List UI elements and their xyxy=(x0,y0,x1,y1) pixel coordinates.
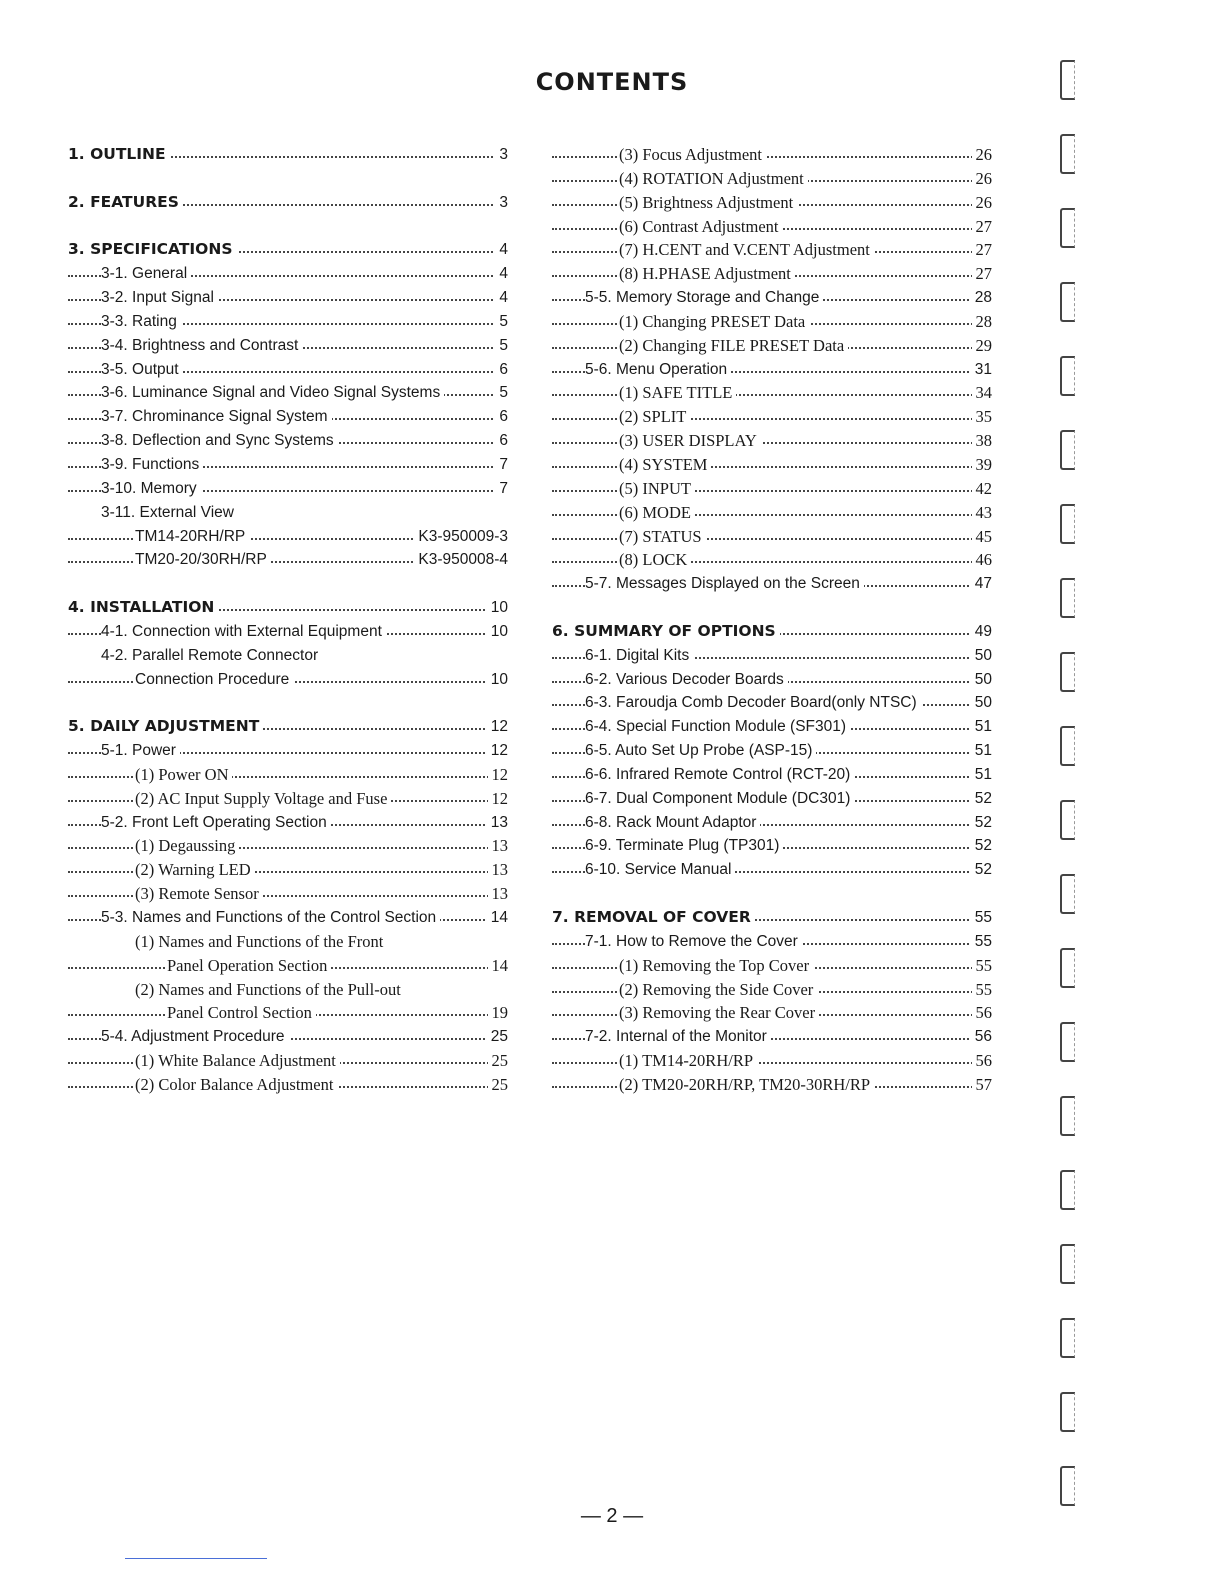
toc-entry xyxy=(68,1049,508,1073)
toc-entry-title: 3. SPECIFICATIONS xyxy=(68,238,237,262)
toc-entry xyxy=(68,978,508,1002)
toc-entry xyxy=(552,525,992,549)
toc-entry-title: 6-6. Infrared Remote Control (RCT-20) xyxy=(585,763,854,787)
binder-hole-icon xyxy=(1060,430,1075,470)
toc-entry-page: 5 xyxy=(495,334,508,358)
dot-leader xyxy=(552,561,992,563)
toc-entry-title: (3) Focus Adjustment xyxy=(619,143,766,167)
dot-leader xyxy=(68,776,508,778)
toc-entry xyxy=(552,429,992,453)
toc-entry xyxy=(552,453,992,477)
toc-entry-title: (3) Removing the Rear Cover xyxy=(619,1001,819,1025)
toc-entry-page: 28 xyxy=(971,286,992,310)
toc-entry xyxy=(68,620,508,644)
toc-entry-title: (5) Brightness Adjustment xyxy=(619,191,797,215)
binder-hole-icon xyxy=(1060,504,1075,544)
toc-entry-title: 5-6. Menu Operation xyxy=(585,358,731,382)
dot-leader xyxy=(552,442,992,444)
toc-entry xyxy=(552,739,992,763)
toc-entry-page: 3 xyxy=(495,191,508,215)
toc-entry-title: 5-5. Memory Storage and Change xyxy=(585,286,823,310)
toc-entry-title: (8) H.PHASE Adjustment xyxy=(619,262,795,286)
toc-entry-page: 50 xyxy=(971,691,992,715)
toc-entry xyxy=(68,739,508,763)
toc-entry-title: (2) Warning LED xyxy=(135,858,255,882)
toc-entry-page: 14 xyxy=(488,954,509,978)
toc-entry xyxy=(68,1001,508,1025)
toc-entry xyxy=(552,310,992,334)
dot-leader xyxy=(68,847,508,849)
toc-entry-page: 25 xyxy=(488,1073,509,1097)
toc-entry-title: 7. REMOVAL OF COVER xyxy=(552,906,755,930)
toc-entry-title: 3-8. Deflection and Sync Systems xyxy=(101,429,338,453)
toc-entry xyxy=(552,358,992,382)
toc-entry-title: 6. SUMMARY OF OPTIONS xyxy=(552,620,780,644)
toc-entry-title: (2) TM20-20RH/RP, TM20-30RH/RP xyxy=(619,1073,874,1097)
toc-entry xyxy=(552,834,992,858)
toc-entry-page: 55 xyxy=(971,930,992,954)
toc-entry-page: 26 xyxy=(972,191,993,215)
toc-entry-title: 6-5. Auto Set Up Probe (ASP-15) xyxy=(585,739,816,763)
toc-entry-title: (1) Removing the Top Cover xyxy=(619,954,813,978)
toc-entry-title: (1) Changing PRESET Data xyxy=(619,310,809,334)
toc-entry-title: 3-9. Functions xyxy=(101,453,203,477)
toc-entry-title: (2) Names and Functions of the Pull-out xyxy=(135,978,405,1002)
toc-entry-title: 3-4. Brightness and Contrast xyxy=(101,334,302,358)
toc-entry-title: (1) TM14-20RH/RP xyxy=(619,1049,757,1073)
toc-entry-page: 14 xyxy=(487,906,508,930)
toc-entry-page: K3-950009-3 xyxy=(414,525,508,549)
toc-entry-page: 49 xyxy=(971,620,992,644)
toc-entry xyxy=(68,548,508,572)
toc-entry-page: 51 xyxy=(971,715,992,739)
toc-entry xyxy=(552,1025,992,1049)
toc-entry-title: 1. OUTLINE xyxy=(68,143,170,167)
toc-entry-page: 45 xyxy=(972,525,993,549)
toc-entry-title: 3-2. Input Signal xyxy=(101,286,218,310)
toc-entry xyxy=(68,811,508,835)
toc-entry xyxy=(68,668,508,692)
toc-entry-page: 39 xyxy=(972,453,993,477)
toc-entry xyxy=(68,787,508,811)
binder-hole-icon xyxy=(1060,208,1075,248)
toc-entry-title: (1) White Balance Adjustment xyxy=(135,1049,340,1073)
toc-entry-page: 43 xyxy=(972,501,993,525)
toc-entry-title: 6-10. Service Manual xyxy=(585,858,735,882)
toc-entry-page: 10 xyxy=(487,620,508,644)
toc-entry xyxy=(552,978,992,1002)
toc-entry xyxy=(552,262,992,286)
toc-entry-page: 55 xyxy=(972,954,993,978)
toc-entry xyxy=(552,405,992,429)
toc-entry-title: 4-2. Parallel Remote Connector xyxy=(101,644,322,668)
toc-entry-title: 5-2. Front Left Operating Section xyxy=(101,811,331,835)
toc-entry xyxy=(552,334,992,358)
toc-entry-page: 31 xyxy=(971,358,992,382)
toc-entry xyxy=(552,477,992,501)
toc-entry-title: 5-1. Power xyxy=(101,739,180,763)
toc-entry xyxy=(68,286,508,310)
section-gap xyxy=(552,596,992,620)
binder-hole-icon xyxy=(1060,874,1075,914)
divider xyxy=(125,1558,267,1559)
toc-entry xyxy=(68,453,508,477)
toc-entry xyxy=(68,477,508,501)
toc-entry-page: 13 xyxy=(487,811,508,835)
toc-entry-title: 3-1. General xyxy=(101,262,191,286)
toc-section-heading xyxy=(68,715,508,739)
toc-entry xyxy=(68,358,508,382)
toc-entry xyxy=(552,644,992,668)
binder-hole-icon xyxy=(1060,1096,1075,1136)
toc-entry-page: 12 xyxy=(487,715,508,739)
toc-entry xyxy=(552,191,992,215)
toc-entry xyxy=(68,834,508,858)
toc-entry-title: (2) Removing the Side Cover xyxy=(619,978,817,1002)
toc-entry-title: 6-3. Faroudja Comb Decoder Board(only NTSC) xyxy=(585,691,921,715)
binder-hole-icon xyxy=(1060,652,1075,692)
toc-entry-page: 13 xyxy=(488,858,509,882)
toc-entry xyxy=(68,381,508,405)
toc-section-heading xyxy=(552,620,992,644)
toc-entry xyxy=(552,381,992,405)
toc-entry xyxy=(552,572,992,596)
binder-hole-icon xyxy=(1060,134,1075,174)
toc-entry-page: 6 xyxy=(495,358,508,382)
toc-entry-page: 4 xyxy=(495,262,508,286)
toc-entry-title: (6) Contrast Adjustment xyxy=(619,215,783,239)
toc-left-column xyxy=(68,143,508,1097)
toc-entry-page: 4 xyxy=(495,286,508,310)
toc-entry-title: (2) Color Balance Adjustment xyxy=(135,1073,337,1097)
toc-entry xyxy=(68,930,508,954)
toc-entry-page: 12 xyxy=(488,787,509,811)
toc-entry xyxy=(68,405,508,429)
toc-entry-title: 6-2. Various Decoder Boards xyxy=(585,668,788,692)
toc-entry xyxy=(552,1073,992,1097)
toc-entry xyxy=(68,644,508,668)
toc-entry-title: (2) AC Input Supply Voltage and Fuse xyxy=(135,787,391,811)
toc-entry xyxy=(552,1001,992,1025)
toc-entry xyxy=(68,882,508,906)
toc-entry-page: 46 xyxy=(972,548,993,572)
toc-entry-page: 19 xyxy=(488,1001,509,1025)
toc-entry-page: 52 xyxy=(971,811,992,835)
toc-entry-page: 27 xyxy=(972,238,993,262)
toc-entry-page: 26 xyxy=(972,167,993,191)
toc-entry xyxy=(552,763,992,787)
toc-entry-page: 51 xyxy=(971,739,992,763)
toc-entry-title: 6-1. Digital Kits xyxy=(585,644,693,668)
toc-section-heading xyxy=(68,143,508,167)
toc-entry xyxy=(68,763,508,787)
binder-hole-icon xyxy=(1060,800,1075,840)
toc-entry-title: 3-7. Chrominance Signal System xyxy=(101,405,332,429)
toc-entry-title: (8) LOCK xyxy=(619,548,691,572)
toc-entry-page: 47 xyxy=(971,572,992,596)
toc-entry xyxy=(552,715,992,739)
binder-hole-icon xyxy=(1060,948,1075,988)
toc-entry xyxy=(552,501,992,525)
toc-entry xyxy=(552,1049,992,1073)
toc-entry xyxy=(68,262,508,286)
toc-right-column xyxy=(552,143,992,1097)
toc-entry-title: (2) SPLIT xyxy=(619,405,690,429)
toc-entry-page: 26 xyxy=(972,143,993,167)
section-gap xyxy=(68,572,508,596)
toc-entry-title: 5-3. Names and Functions of the Control Section xyxy=(101,906,440,930)
binder-hole-icon xyxy=(1060,282,1075,322)
toc-entry-title: (3) USER DISPLAY xyxy=(619,429,761,453)
toc-entry xyxy=(552,954,992,978)
toc-entry-page: 55 xyxy=(971,906,992,930)
dot-leader xyxy=(552,1062,992,1064)
toc-entry-title: 6-7. Dual Component Module (DC301) xyxy=(585,787,854,811)
dot-leader xyxy=(552,490,992,492)
toc-entry-page: 50 xyxy=(971,668,992,692)
section-gap xyxy=(68,691,508,715)
toc-entry-title: Connection Procedure xyxy=(135,668,293,692)
toc-entry-page: 29 xyxy=(972,334,993,358)
toc-entry-page: 55 xyxy=(972,978,993,1002)
toc-entry xyxy=(68,906,508,930)
binder-hole-icon xyxy=(1060,1244,1075,1284)
toc-entry xyxy=(552,811,992,835)
toc-entry-title: 3-3. Rating xyxy=(101,310,181,334)
binder-hole-icon xyxy=(1060,1392,1075,1432)
toc-entry-page: 34 xyxy=(972,381,993,405)
toc-entry-title: 5. DAILY ADJUSTMENT xyxy=(68,715,263,739)
section-gap xyxy=(68,215,508,239)
toc-entry-title: 2. FEATURES xyxy=(68,191,183,215)
section-gap xyxy=(552,882,992,906)
toc-entry-page: 12 xyxy=(488,763,509,787)
toc-entry-title: (1) SAFE TITLE xyxy=(619,381,736,405)
toc-entry-page: 12 xyxy=(487,739,508,763)
toc-entry xyxy=(552,858,992,882)
toc-entry xyxy=(552,691,992,715)
toc-entry-title: (7) STATUS xyxy=(619,525,706,549)
toc-entry-page: 5 xyxy=(495,310,508,334)
toc-entry-title: 5-4. Adjustment Procedure xyxy=(101,1025,289,1049)
toc-entry-page: 42 xyxy=(972,477,993,501)
binder-hole-icon xyxy=(1060,726,1075,766)
toc-entry-page: 7 xyxy=(495,477,508,501)
toc-entry-title: TM20-20/30RH/RP xyxy=(135,548,271,572)
toc-entry-page: 27 xyxy=(972,215,993,239)
toc-entry-page: 10 xyxy=(487,596,508,620)
toc-entry-page: 10 xyxy=(487,668,508,692)
toc-entry-page: 6 xyxy=(495,405,508,429)
binder-hole-icon xyxy=(1060,1466,1075,1506)
toc-entry xyxy=(68,501,508,525)
toc-entry-title: 7-1. How to Remove the Cover xyxy=(585,930,802,954)
toc-entry xyxy=(68,1073,508,1097)
toc-entry-page: 5 xyxy=(495,381,508,405)
dot-leader xyxy=(552,466,992,468)
toc-entry-title: (3) Remote Sensor xyxy=(135,882,263,906)
toc-entry-page: 7 xyxy=(495,453,508,477)
dot-leader xyxy=(552,394,992,396)
toc-entry xyxy=(68,429,508,453)
dot-leader xyxy=(68,895,508,897)
toc-entry-title: (6) MODE xyxy=(619,501,695,525)
toc-section-heading xyxy=(552,906,992,930)
toc-entry-page: 4 xyxy=(495,238,508,262)
toc-entry xyxy=(552,548,992,572)
toc-entry-title: (2) Changing FILE PRESET Data xyxy=(619,334,848,358)
toc-entry-page: 57 xyxy=(972,1073,993,1097)
toc-entry-title: 3-10. Memory xyxy=(101,477,201,501)
toc-entry-page: 28 xyxy=(972,310,993,334)
page-title: CONTENTS xyxy=(535,68,689,96)
toc-entry-page: 13 xyxy=(488,834,509,858)
dot-leader xyxy=(68,871,508,873)
toc-entry-page: 56 xyxy=(972,1001,993,1025)
binder-hole-icon xyxy=(1060,1318,1075,1358)
toc-entry xyxy=(552,286,992,310)
toc-entry-title: (5) INPUT xyxy=(619,477,695,501)
toc-entry xyxy=(552,930,992,954)
toc-entry xyxy=(552,167,992,191)
toc-entry xyxy=(552,668,992,692)
dot-leader xyxy=(552,514,992,516)
toc-section-heading xyxy=(68,191,508,215)
toc-entry-title: (1) Degaussing xyxy=(135,834,239,858)
binder-hole-icon xyxy=(1060,1022,1075,1062)
dot-leader xyxy=(552,156,992,158)
toc-entry-title: 6-9. Terminate Plug (TP301) xyxy=(585,834,783,858)
toc-entry-page: 51 xyxy=(971,763,992,787)
toc-entry-page: 38 xyxy=(972,429,993,453)
toc-entry-title: TM14-20RH/RP xyxy=(135,525,249,549)
toc-entry xyxy=(68,525,508,549)
toc-entry xyxy=(552,787,992,811)
toc-entry-page: K3-950008-4 xyxy=(414,548,508,572)
dot-leader xyxy=(552,418,992,420)
toc-entry-page: 52 xyxy=(971,787,992,811)
binder-hole-icon xyxy=(1060,578,1075,618)
toc-entry-page: 6 xyxy=(495,429,508,453)
toc-entry xyxy=(68,858,508,882)
toc-entry-title: 3-6. Luminance Signal and Video Signal Systems xyxy=(101,381,444,405)
binder-hole-icon xyxy=(1060,356,1075,396)
toc-entry-title: Panel Control Section xyxy=(167,1001,316,1025)
toc-entry-title: (1) Names and Functions of the Front xyxy=(135,930,387,954)
toc-entry-page: 3 xyxy=(495,143,508,167)
toc-entry xyxy=(68,954,508,978)
toc-section-heading xyxy=(68,238,508,262)
toc-entry xyxy=(68,334,508,358)
toc-entry-page: 13 xyxy=(488,882,509,906)
toc-entry-title: 4-1. Connection with External Equipment xyxy=(101,620,386,644)
toc-entry-title: 3-11. External View xyxy=(101,501,238,525)
binder-hole-icon xyxy=(1060,1170,1075,1210)
toc-entry-title: 6-8. Rack Mount Adaptor xyxy=(585,811,760,835)
binder-holes xyxy=(1060,60,1080,1530)
toc-entry xyxy=(552,238,992,262)
section-gap xyxy=(68,167,508,191)
toc-entry-page: 35 xyxy=(972,405,993,429)
toc-entry-page: 25 xyxy=(488,1049,509,1073)
toc-entry-title: (4) SYSTEM xyxy=(619,453,711,477)
toc-entry-page: 56 xyxy=(971,1025,992,1049)
toc-entry xyxy=(552,215,992,239)
toc-entry-page: 52 xyxy=(971,858,992,882)
toc-entry-title: 3-5. Output xyxy=(101,358,183,382)
toc-entry xyxy=(552,143,992,167)
toc-entry-title: Panel Operation Section xyxy=(167,954,331,978)
toc-entry-title: (4) ROTATION Adjustment xyxy=(619,167,808,191)
toc-section-heading xyxy=(68,596,508,620)
toc-entry-title: 4. INSTALLATION xyxy=(68,596,218,620)
binder-hole-icon xyxy=(1060,60,1075,100)
toc-entry-page: 25 xyxy=(487,1025,508,1049)
toc-entry xyxy=(68,310,508,334)
toc-entry-page: 52 xyxy=(971,834,992,858)
toc-entry xyxy=(68,1025,508,1049)
toc-entry-title: (1) Power ON xyxy=(135,763,232,787)
toc-entry-page: 56 xyxy=(972,1049,993,1073)
dot-leader xyxy=(552,538,992,540)
toc-entry-title: 6-4. Special Function Module (SF301) xyxy=(585,715,850,739)
toc-entry-page: 27 xyxy=(972,262,993,286)
toc-entry-title: 7-2. Internal of the Monitor xyxy=(585,1025,771,1049)
toc-entry-title: 5-7. Messages Displayed on the Screen xyxy=(585,572,864,596)
toc-entry-title: (7) H.CENT and V.CENT Adjustment xyxy=(619,238,874,262)
toc-entry-page: 50 xyxy=(971,644,992,668)
page-number: — 2 — xyxy=(580,1505,644,1527)
